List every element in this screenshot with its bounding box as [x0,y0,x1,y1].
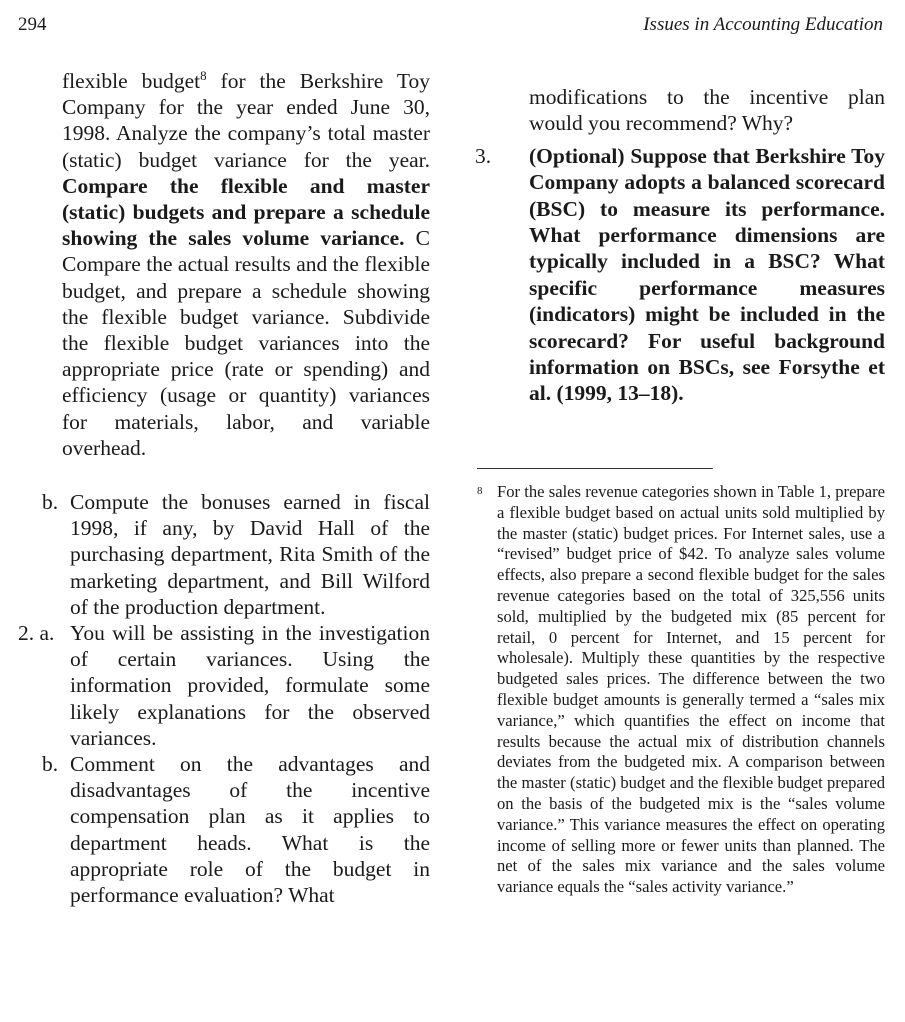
footnote-8 [477,482,885,898]
footnote-reference[interactable]: 8 [200,67,207,83]
question-1b [18,489,430,620]
question-3 [475,143,885,407]
question-label: b. [42,490,59,515]
question-1a-continuation: flexible budget$^8$ for the Berkshire Toy Company for the year ended June 30, 1998. Analyze the company’s total master (static) budget variance for the year. Compare the flexible and master (static) budgets and prepare a schedule showing the sales volume variance. C Compare the actual results and the flexible budget, and prepare a schedule showing the flexible budget variance. Subdivide the flexible budget variances into the appropriate price (rate or spending) and efficiency (usage or quantity) variances for materials, labor, and variable overhead. [62,67,431,460]
question-label: 3. [475,143,492,168]
question-text: You will be assisting in the investigation of certain variances. Using the information provided, formulate some likely explanations for the observed variances. [70,621,430,750]
footnote-mark: 8 [477,485,483,497]
question-text: Comment on the advantages and disadvantages of the incentive compensation plan as it applies to department heads. What is the appropriate role of the budget in performance evaluation? What [70,752,430,908]
question-2a [18,620,430,751]
footnote-text: For the sales revenue categories shown in Table 1, prepare a flexible budget based on actual units sold multiplied by the master (static) budget prices. For Internet sales, use a “revised” budget price of $42. To analyze sales volume effects, also prepare a second flexible budget for the sales revenue categories based on the total of 325,556 units sold, multiplied by the budgeted mix (85 percent for retail, 0 percent for Internet, and 15 percent for wholesale). Multiply these quantities by the respective budgeted sales prices. The difference between the two flexible budget amounts is generally termed a “sales mix variance,” which quantifies the effect on income that results because the actual mix of distribution channels deviates from the budgeted mix. A comparison between the master (static) budget and the flexible budget prepared on the basis of the budgeted mix is the “sales volume variance.” This variance measures the effect on operating income of selling more or fewer units than planned. The net of the sales mix variance and the sales volume variance equals the “sales activity variance.” [497,482,885,897]
question-text: Compute the bonuses earned in fiscal 1998, if any, by David Hall of the purchasing department, Rita Smith of the marketing department, and Bill Wilford of the production department. [70,490,430,619]
page-number: 294 [18,14,47,35]
question-text: (Optional) Suppose that Berkshire Toy Company adopts a balanced scorecard (BSC) to measure its performance. What performance dimensions are typically included in a BSC? What specific performance measures (indicators) might be included in the scorecard? For useful background information on BSCs, see Forsythe et al. (1999, 13–18). [529,143,885,406]
left-column [18,68,430,908]
question-label: 2. a. [18,621,55,646]
question-2b-continuation: modifications to the incentive plan would you recommend? Why? [529,85,885,136]
question-2b [18,751,430,908]
bold-instruction: Compare the flexible and master (static) budgets and prepare a schedule showing the sales volume variance. [62,173,430,251]
footnote-divider [477,468,713,469]
right-column [475,84,885,407]
question-label: b. [42,752,59,777]
journal-title: Issues in Accounting Education [643,14,883,35]
page-header [0,14,905,42]
